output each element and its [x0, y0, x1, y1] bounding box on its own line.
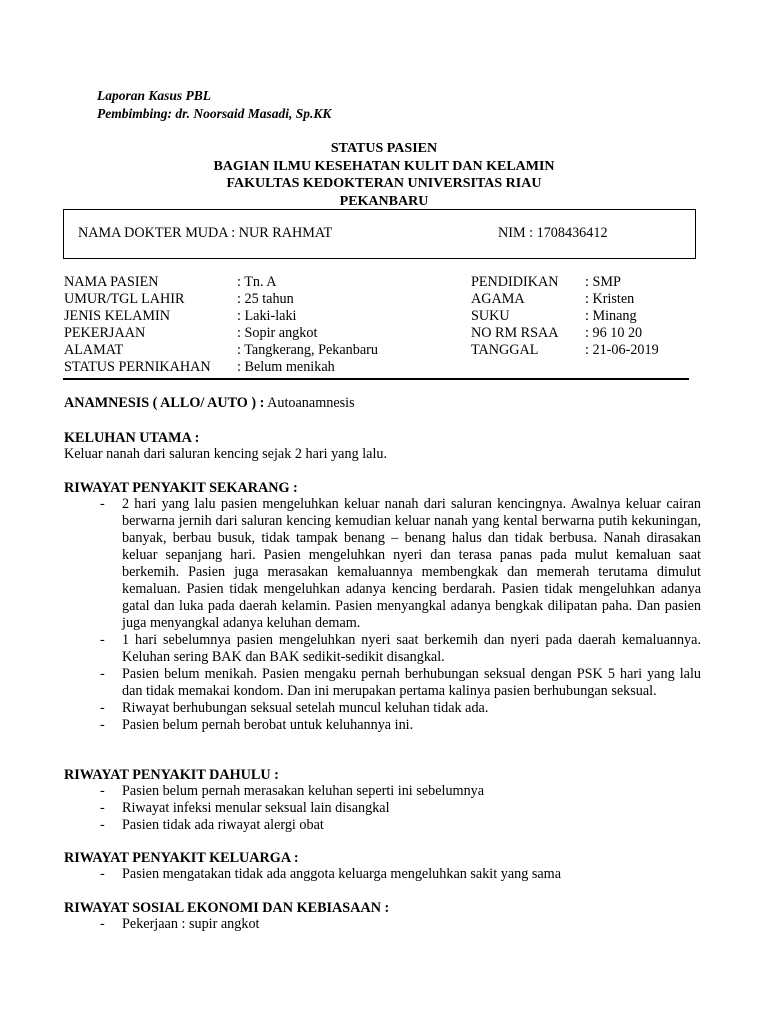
label-pendidikan: PENDIDIKAN — [471, 274, 559, 290]
label-tanggal: TANGGAL — [471, 342, 539, 358]
doctor-nim: NIM : 1708436412 — [498, 225, 608, 241]
value-status-pernikahan: : Belum menikah — [237, 359, 335, 375]
value-alamat: : Tangkerang, Pekanbaru — [237, 342, 378, 358]
label-nama-pasien: NAMA PASIEN — [64, 274, 159, 290]
anamnesis-value: Autoanamnesis — [264, 395, 355, 411]
rpd-heading: RIWAYAT PENYAKIT DAHULU : — [64, 767, 279, 783]
list-item: - 1 hari sebelumnya pasien mengeluhkan nyeri saat berkemih dan nyeri pada daerah kemaluannya. Keluhan sering BAK dan BAK sedikit-sedikit disangkal. — [64, 632, 701, 666]
patient-values-left — [237, 274, 378, 376]
label-jenis-kelamin: JENIS KELAMIN — [64, 308, 171, 324]
label-alamat: ALAMAT — [64, 342, 124, 358]
keluhan-utama-heading: KELUHAN UTAMA : — [64, 430, 200, 446]
list-item: - 2 hari yang lalu pasien mengeluhkan keluar nanah dari saluran kencingnya. Awalnya keluar cairan berwarna jernih dari saluran kencing kemudian keluar nanah yang kental berwarna putih kekuningan, banyak, berbau busuk, tidak tampak benang – benang halus dan tidak berbusa. Nanah dirasakan keluar sepanjang hari. Pasien mengeluhkan nyeri dan terasa panas pada mulut kemaluan saat berkemih. Pasien juga merasakan kemaluannya membengkak dan memerah terutama dimulut kemaluan. Pasien tidak mengeluhkan adanya kencing berdarah. Pasien tidak mengeluhkan adanya gatal dan luka pada daerah kelamin. Pasien menyangkal adanya bengkak dilipatan paha. Dan pasien juga menyangkal adanya keluhan demam. — [64, 496, 701, 632]
rse-list — [64, 916, 701, 933]
list-item: - Pasien tidak ada riwayat alergi obat — [64, 817, 701, 834]
label-agama: AGAMA — [471, 291, 525, 307]
anamnesis-line — [64, 395, 355, 412]
label-umur: UMUR/TGL LAHIR — [64, 291, 185, 307]
value-pendidikan: : SMP — [585, 274, 621, 290]
label-pekerjaan: PEKERJAAN — [64, 325, 146, 341]
list-item: - Pasien mengatakan tidak ada anggota keluarga mengeluhkan sakit yang sama — [64, 866, 701, 883]
doctor-name: NAMA DOKTER MUDA : NUR RAHMAT — [78, 225, 333, 241]
list-item: - Pasien belum pernah berobat untuk keluhannya ini. — [64, 717, 701, 734]
title-line-3: FAKULTAS KEDOKTERAN UNIVERSITAS RIAU — [226, 176, 542, 191]
list-item: - Pasien belum menikah. Pasien mengaku pernah berhubungan seksual dengan PSK 5 hari yang lalu dan tidak memakai kondom. Dan ini merupakan pertama kalinya pasien berhubungan seksual. — [64, 666, 701, 700]
value-no-rm: : 96 10 20 — [585, 325, 643, 341]
rpk-list — [64, 866, 701, 883]
value-suku: : Minang — [585, 308, 637, 324]
doctor-info-box — [63, 209, 696, 259]
keluhan-utama-text: Keluar nanah dari saluran kencing sejak 2 hari yang lalu. — [64, 446, 388, 462]
title-line-4: PEKANBARU — [339, 193, 429, 209]
label-status-pernikahan: STATUS PERNIKAHAN — [64, 359, 211, 375]
rps-list — [64, 496, 701, 734]
value-nama-pasien: : Tn. A — [237, 274, 277, 290]
rpk-heading: RIWAYAT PENYAKIT KELUARGA : — [64, 850, 299, 866]
anamnesis-label: ANAMNESIS ( ALLO/ AUTO ) : — [64, 395, 265, 411]
value-agama: : Kristen — [585, 291, 635, 307]
label-suku: SUKU — [471, 308, 510, 324]
supervisor-line: Pembimbing: dr. Noorsaid Masadi, Sp.KK — [97, 105, 332, 121]
report-type: Laporan Kasus PBL — [97, 88, 212, 103]
title-line-1: STATUS PASIEN — [330, 141, 438, 156]
value-jenis-kelamin: : Laki-laki — [237, 308, 297, 324]
list-item: - Pekerjaan : supir angkot — [64, 916, 701, 933]
title-line-2: BAGIAN ILMU KESEHATAN KULIT DAN KELAMIN — [213, 158, 555, 174]
value-umur: : 25 tahun — [237, 291, 294, 307]
value-pekerjaan: : Sopir angkot — [237, 325, 318, 341]
list-item: - Pasien belum pernah merasakan keluhan seperti ini sebelumnya — [64, 783, 701, 800]
label-no-rm: NO RM RSAA — [471, 325, 559, 341]
rps-heading: RIWAYAT PENYAKIT SEKARANG : — [64, 480, 298, 496]
rse-heading: RIWAYAT SOSIAL EKONOMI DAN KEBIASAAN : — [64, 900, 390, 916]
section-divider — [63, 378, 689, 380]
patient-labels-left — [64, 274, 211, 376]
value-tanggal: : 21-06-2019 — [585, 342, 659, 358]
list-item: - Riwayat berhubungan seksual setelah muncul keluhan tidak ada. — [64, 700, 701, 717]
rpd-list — [64, 783, 701, 834]
patient-labels-right — [471, 274, 559, 359]
report-header — [97, 87, 331, 122]
patient-values-right — [585, 274, 659, 359]
document-title — [0, 140, 768, 210]
list-item: - Riwayat infeksi menular seksual lain disangkal — [64, 800, 701, 817]
